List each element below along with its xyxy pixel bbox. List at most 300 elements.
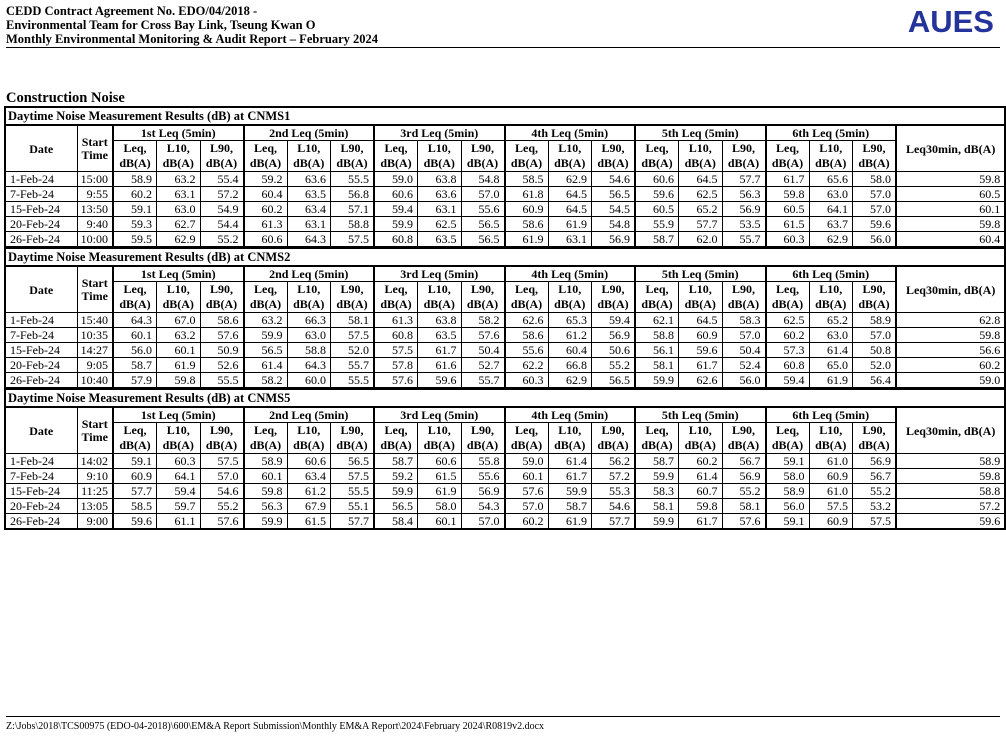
leq30-cell: 59.8 [896,469,1005,484]
sub-column-header [592,141,636,172]
measurement-cell: 61.3 [244,217,288,232]
leq30-cell: 59.8 [896,328,1005,343]
measurement-cell: 58.2 [461,313,505,328]
sub-column-name: Leq, [645,423,669,437]
sub-column-name: Leq, [775,423,799,437]
measurement-cell: 61.3 [374,313,418,328]
measurement-cell: 62.6 [505,313,549,328]
measurement-cell: 58.6 [505,217,549,232]
measurement-cell: 65.6 [809,172,853,187]
sub-column-name: Leq, [123,423,147,437]
measurement-cell: 56.5 [461,217,505,232]
measurement-cell: 62.9 [809,232,853,248]
measurement-cell: 59.9 [244,514,288,530]
sub-column-unit: dB(A) [597,156,629,170]
measurement-cell: 58.9 [113,172,157,187]
sub-column-unit: dB(A) [815,297,847,311]
date-cell: 26-Feb-24 [5,514,77,530]
sub-column-name: L10, [427,282,451,296]
leq-group-header: 2nd Leq (5min) [244,407,375,423]
sub-column-unit: dB(A) [727,438,760,452]
date-cell: 15-Feb-24 [5,484,77,499]
measurement-cell: 64.3 [287,358,331,373]
table-row [5,172,1005,187]
measurement-cell: 62.0 [679,232,723,248]
sub-column-name: L10, [688,141,712,155]
noise-tables [4,106,1004,530]
sub-column-unit: dB(A) [205,156,238,170]
measurement-cell: 60.8 [766,358,810,373]
measurement-cell: 57.3 [766,343,810,358]
sub-column-header [679,282,723,313]
sub-column-unit: dB(A) [727,156,760,170]
sub-column-header [244,282,288,313]
sub-column-header [766,423,810,454]
table-row [5,328,1005,343]
leq30-cell: 58.8 [896,484,1005,499]
measurement-cell: 52.0 [853,358,897,373]
measurement-cell: 62.6 [679,373,723,389]
measurement-cell: 65.2 [809,313,853,328]
leq-group-header: 6th Leq (5min) [766,266,897,282]
measurement-cell: 55.1 [331,499,375,514]
measurement-cell: 61.7 [548,469,592,484]
measurement-cell: 50.4 [461,343,505,358]
sub-column-unit: dB(A) [249,156,282,170]
sub-column-header [766,282,810,313]
sub-column-header [113,141,157,172]
measurement-cell: 57.5 [853,514,897,530]
measurement-cell: 61.5 [766,217,810,232]
measurement-cell: 60.1 [244,469,288,484]
measurement-cell: 52.0 [331,343,375,358]
measurement-cell: 59.6 [113,514,157,530]
measurement-cell: 58.4 [374,514,418,530]
measurement-cell: 53.5 [722,217,766,232]
noise-table-2 [4,248,1006,389]
measurement-cell: 59.9 [635,469,679,484]
start-time-cell: 9:10 [77,469,113,484]
sub-column-name: Leq, [645,141,669,155]
measurement-cell: 53.2 [853,499,897,514]
sub-column-name: L90, [731,282,755,296]
measurement-cell: 61.4 [244,358,288,373]
aues-logo: AUES [907,4,994,39]
measurement-cell: 61.4 [548,454,592,469]
sub-column-header [505,141,549,172]
measurement-cell: 54.6 [592,172,636,187]
measurement-cell: 55.7 [331,358,375,373]
table-row [5,514,1005,530]
table-caption: Daytime Noise Measurement Results (dB) at CNMS5 [5,390,1005,408]
table-row [5,202,1005,217]
leq30-cell: 62.8 [896,313,1005,328]
measurement-cell: 57.7 [113,484,157,499]
measurement-cell: 55.2 [200,499,244,514]
sub-column-name: L10, [819,282,843,296]
sub-column-name: L90, [340,282,364,296]
measurement-cell: 63.1 [287,217,331,232]
date-cell: 15-Feb-24 [5,343,77,358]
sub-column-unit: dB(A) [641,156,673,170]
measurement-cell: 60.8 [374,328,418,343]
measurement-cell: 55.5 [331,484,375,499]
sub-column-header [809,423,853,454]
sub-column-name: L90, [601,423,625,437]
sub-column-unit: dB(A) [858,438,890,452]
sub-column-header [635,282,679,313]
leq-group-header: 3rd Leq (5min) [374,125,505,141]
sub-column-unit: dB(A) [162,438,194,452]
sub-column-name: Leq, [253,423,277,437]
measurement-cell: 59.6 [635,187,679,202]
sub-column-unit: dB(A) [641,438,673,452]
measurement-cell: 58.2 [244,373,288,389]
sub-column-unit: dB(A) [466,156,499,170]
measurement-cell: 60.1 [157,343,201,358]
measurement-cell: 59.2 [244,172,288,187]
sub-column-header [418,282,462,313]
sub-column-header [809,141,853,172]
measurement-cell: 55.6 [461,469,505,484]
footer-divider [6,716,1000,717]
measurement-cell: 63.5 [418,232,462,248]
date-cell: 7-Feb-24 [5,187,77,202]
page-header [6,4,1000,48]
measurement-cell: 55.8 [461,454,505,469]
sub-column-header [331,141,375,172]
sub-column-name: Leq, [253,141,277,155]
sub-column-name: L10, [427,141,451,155]
sub-column-name: L90, [601,141,625,155]
measurement-cell: 52.4 [722,358,766,373]
sub-column-header [374,141,418,172]
measurement-cell: 59.6 [418,373,462,389]
measurement-cell: 59.9 [635,373,679,389]
measurement-cell: 56.3 [722,187,766,202]
start-time-cell: 14:27 [77,343,113,358]
measurement-cell: 61.7 [679,358,723,373]
start-time-header: Start Time [77,407,113,454]
sub-column-unit: dB(A) [771,438,804,452]
sub-column-unit: dB(A) [205,297,238,311]
measurement-cell: 55.5 [200,373,244,389]
measurement-cell: 59.1 [766,454,810,469]
date-cell: 20-Feb-24 [5,217,77,232]
sub-column-header [679,423,723,454]
measurement-cell: 56.7 [853,469,897,484]
measurement-cell: 55.4 [200,172,244,187]
sub-column-unit: dB(A) [597,297,629,311]
measurement-cell: 61.0 [809,484,853,499]
sub-column-name: L90, [470,141,494,155]
measurement-cell: 60.9 [679,328,723,343]
measurement-cell: 57.6 [374,373,418,389]
measurement-cell: 64.5 [679,313,723,328]
measurement-cell: 60.1 [418,514,462,530]
sub-column-header [548,141,592,172]
measurement-cell: 65.3 [548,313,592,328]
sub-column-name: L90, [340,423,364,437]
sub-column-name: L10, [297,282,321,296]
sub-column-unit: dB(A) [858,297,890,311]
measurement-cell: 57.5 [331,232,375,248]
measurement-cell: 61.6 [418,358,462,373]
measurement-cell: 60.2 [244,202,288,217]
measurement-cell: 57.0 [461,187,505,202]
leq30-header: Leq30min, dB(A) [896,266,1005,313]
sub-column-name: L90, [862,282,886,296]
date-cell: 26-Feb-24 [5,373,77,389]
measurement-cell: 59.1 [113,202,157,217]
table-row [5,484,1005,499]
measurement-cell: 62.9 [548,172,592,187]
measurement-cell: 63.0 [287,328,331,343]
sub-column-header [244,141,288,172]
sub-column-header [200,282,244,313]
measurement-cell: 56.2 [592,454,636,469]
measurement-cell: 60.4 [244,187,288,202]
sub-column-unit: dB(A) [771,297,804,311]
date-header: Date [5,266,77,313]
measurement-cell: 59.9 [635,514,679,530]
measurement-cell: 61.9 [505,232,549,248]
leq-group-header: 4th Leq (5min) [505,266,636,282]
sub-column-unit: dB(A) [641,297,673,311]
measurement-cell: 61.9 [418,484,462,499]
measurement-cell: 57.1 [331,202,375,217]
measurement-cell: 60.6 [635,172,679,187]
sub-column-unit: dB(A) [771,156,804,170]
sub-column-unit: dB(A) [380,156,412,170]
measurement-cell: 64.5 [548,202,592,217]
measurement-cell: 54.8 [592,217,636,232]
sub-column-unit: dB(A) [423,156,455,170]
sub-column-header [853,423,897,454]
measurement-cell: 65.2 [679,202,723,217]
measurement-cell: 63.4 [287,469,331,484]
measurement-cell: 56.9 [722,469,766,484]
measurement-cell: 64.1 [809,202,853,217]
sub-column-header [461,141,505,172]
measurement-cell: 59.9 [244,328,288,343]
measurement-cell: 57.5 [331,469,375,484]
measurement-cell: 62.5 [679,187,723,202]
sub-column-unit: dB(A) [554,297,586,311]
measurement-cell: 55.5 [331,373,375,389]
measurement-cell: 55.5 [331,172,375,187]
sub-column-header [287,282,331,313]
measurement-cell: 57.7 [722,172,766,187]
measurement-cell: 55.2 [722,484,766,499]
start-time-cell: 13:50 [77,202,113,217]
sub-column-name: L10, [688,282,712,296]
sub-column-unit: dB(A) [293,156,325,170]
leq30-cell: 58.9 [896,454,1005,469]
measurement-cell: 60.2 [766,328,810,343]
sub-column-name: L10, [297,423,321,437]
measurement-cell: 60.1 [505,469,549,484]
measurement-cell: 60.6 [418,454,462,469]
sub-column-header [418,141,462,172]
header-line-2: Environmental Team for Cross Bay Link, Tseung Kwan O [6,18,316,32]
table-row [5,343,1005,358]
measurement-cell: 57.0 [505,499,549,514]
table-row [5,454,1005,469]
measurement-cell: 55.7 [722,232,766,248]
sub-column-name: L10, [427,423,451,437]
sub-column-unit: dB(A) [554,156,586,170]
measurement-cell: 59.9 [374,217,418,232]
measurement-cell: 56.9 [461,484,505,499]
sub-column-header [809,282,853,313]
date-cell: 1-Feb-24 [5,172,77,187]
measurement-cell: 50.8 [853,343,897,358]
sub-column-name: L90, [470,282,494,296]
measurement-cell: 57.0 [853,187,897,202]
sub-column-unit: dB(A) [510,297,543,311]
sub-column-header [635,423,679,454]
header-text [6,4,1000,46]
measurement-cell: 54.6 [592,499,636,514]
measurement-cell: 58.6 [505,328,549,343]
leq30-cell: 59.8 [896,172,1005,187]
date-cell: 1-Feb-24 [5,313,77,328]
measurement-cell: 56.7 [722,454,766,469]
measurement-cell: 58.9 [244,454,288,469]
measurement-cell: 50.9 [200,343,244,358]
measurement-cell: 58.8 [635,328,679,343]
measurement-cell: 58.3 [722,313,766,328]
start-time-header: Start Time [77,266,113,313]
measurement-cell: 60.1 [113,328,157,343]
leq-group-header: 6th Leq (5min) [766,407,897,423]
date-cell: 26-Feb-24 [5,232,77,248]
measurement-cell: 60.3 [766,232,810,248]
measurement-cell: 63.0 [809,328,853,343]
measurement-cell: 60.8 [374,232,418,248]
measurement-cell: 60.6 [287,454,331,469]
header-line-3: Monthly Environmental Monitoring & Audit Report – February 2024 [6,32,378,46]
measurement-cell: 62.5 [766,313,810,328]
measurement-cell: 63.8 [418,313,462,328]
leq30-header: Leq30min, dB(A) [896,125,1005,172]
measurement-cell: 61.9 [157,358,201,373]
measurement-cell: 59.8 [244,484,288,499]
measurement-cell: 54.4 [200,217,244,232]
sub-column-header [592,423,636,454]
measurement-cell: 60.9 [505,202,549,217]
measurement-cell: 56.9 [722,202,766,217]
measurement-cell: 61.8 [505,187,549,202]
sub-column-header [244,423,288,454]
sub-column-name: L90, [209,141,233,155]
sub-column-header [374,423,418,454]
sub-column-unit: dB(A) [684,297,716,311]
sub-column-name: Leq, [775,282,799,296]
measurement-cell: 58.7 [113,358,157,373]
noise-table-3 [4,389,1006,530]
measurement-cell: 63.4 [287,202,331,217]
measurement-cell: 60.2 [679,454,723,469]
measurement-cell: 59.7 [157,499,201,514]
measurement-cell: 57.0 [722,328,766,343]
table-row [5,499,1005,514]
sub-column-header [505,282,549,313]
sub-column-unit: dB(A) [510,438,543,452]
sub-column-unit: dB(A) [423,438,455,452]
measurement-cell: 57.0 [200,469,244,484]
measurement-cell: 54.6 [200,484,244,499]
sub-column-unit: dB(A) [510,156,543,170]
sub-column-unit: dB(A) [727,297,760,311]
measurement-cell: 59.6 [679,343,723,358]
measurement-cell: 56.5 [331,454,375,469]
table-row [5,313,1005,328]
sub-column-unit: dB(A) [466,297,499,311]
sub-column-header [853,282,897,313]
measurement-cell: 60.3 [505,373,549,389]
leq-group-header: 2nd Leq (5min) [244,125,375,141]
measurement-cell: 58.1 [331,313,375,328]
leq30-cell: 56.6 [896,343,1005,358]
sub-column-header [722,282,766,313]
date-cell: 20-Feb-24 [5,499,77,514]
measurement-cell: 58.1 [722,499,766,514]
measurement-cell: 58.7 [635,454,679,469]
sub-column-name: L90, [470,423,494,437]
measurement-cell: 58.7 [548,499,592,514]
measurement-cell: 57.7 [679,217,723,232]
start-time-cell: 11:25 [77,484,113,499]
measurement-cell: 56.0 [722,373,766,389]
sub-column-unit: dB(A) [684,438,716,452]
measurement-cell: 63.2 [244,313,288,328]
measurement-cell: 64.5 [548,187,592,202]
sub-column-unit: dB(A) [380,297,412,311]
sub-column-unit: dB(A) [119,297,151,311]
measurement-cell: 63.0 [157,202,201,217]
measurement-cell: 55.2 [853,484,897,499]
measurement-cell: 56.5 [461,232,505,248]
start-time-cell: 9:05 [77,358,113,373]
sub-column-unit: dB(A) [119,438,151,452]
measurement-cell: 56.5 [592,187,636,202]
measurement-cell: 58.7 [635,232,679,248]
table-caption: Daytime Noise Measurement Results (dB) at CNMS2 [5,249,1005,267]
measurement-cell: 59.2 [374,469,418,484]
sub-column-unit: dB(A) [162,297,194,311]
measurement-cell: 59.8 [679,499,723,514]
sub-column-unit: dB(A) [380,438,412,452]
start-time-cell: 10:40 [77,373,113,389]
measurement-cell: 62.9 [548,373,592,389]
sub-column-name: Leq, [123,282,147,296]
date-header: Date [5,125,77,172]
leq-group-header: 5th Leq (5min) [635,125,766,141]
measurement-cell: 58.9 [766,484,810,499]
header-line-1: CEDD Contract Agreement No. EDO/04/2018 - [6,4,258,18]
sub-column-header [113,282,157,313]
measurement-cell: 60.5 [635,202,679,217]
start-time-cell: 9:00 [77,514,113,530]
start-time-cell: 14:02 [77,454,113,469]
table-row [5,469,1005,484]
measurement-cell: 64.3 [287,232,331,248]
measurement-cell: 59.4 [374,202,418,217]
measurement-cell: 58.5 [113,499,157,514]
measurement-cell: 55.7 [461,373,505,389]
